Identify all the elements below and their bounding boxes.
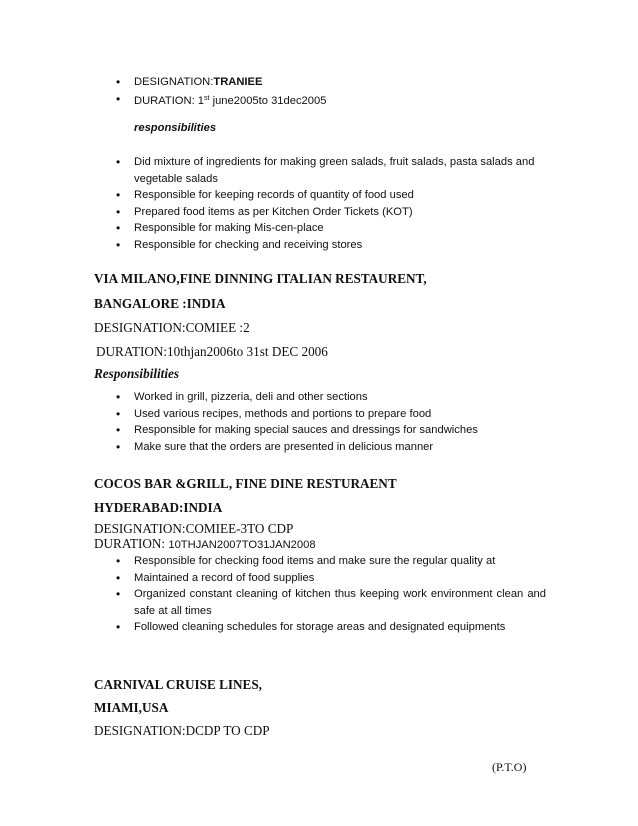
list-item: • Make sure that the orders are presented in delicious manner xyxy=(116,439,546,456)
via-milano-location: BANGALORE :INDIA xyxy=(94,296,226,311)
carnival-location: MIAMI,USA xyxy=(94,700,169,715)
trainee-duration xyxy=(116,91,556,110)
carnival-designation: DESIGNATION:DCDP TO CDP xyxy=(94,723,270,738)
carnival-title: CARNIVAL CRUISE LINES, xyxy=(94,677,262,692)
list-item: • Organized constant cleaning of kitchen thus keeping work environment clean and safe at all times xyxy=(116,586,546,619)
list-item: • Did mixture of ingredients for making green salads, fruit salads, pasta salads and vegetable salads xyxy=(116,154,546,187)
cocos-responsibilities-list xyxy=(116,553,546,636)
via-milano-resp-heading: Responsibilities xyxy=(94,366,179,381)
list-item: • Maintained a record of food supplies xyxy=(116,570,546,587)
list-item: • Responsible for keeping records of quantity of food used xyxy=(116,187,546,204)
via-milano-title: VIA MILANO,FINE DINNING ITALIAN RESTAURENT, xyxy=(94,271,427,286)
list-item: • Responsible for making Mis-cen-place xyxy=(116,220,546,237)
list-item: • Responsible for checking and receiving stores xyxy=(116,237,546,254)
via-milano-responsibilities-list xyxy=(116,389,546,455)
cocos-duration-label: DURATION: xyxy=(94,536,169,551)
cocos-location: HYDERABAD:INDIA xyxy=(94,500,223,515)
duration-superscript: st xyxy=(204,94,210,102)
cocos-duration xyxy=(94,536,316,552)
list-item: • Followed cleaning schedules for storage areas and designated equipments xyxy=(116,619,546,636)
cocos-duration-value: 10THJAN2007TO31JAN2008 xyxy=(168,539,316,551)
trainee-designation xyxy=(116,74,556,91)
list-item: • Responsible for checking food items and make sure the regular quality at xyxy=(116,553,546,570)
list-item: • Prepared food items as per Kitchen Order Tickets (KOT) xyxy=(116,204,546,221)
via-milano-designation: DESIGNATION:COMIEE :2 xyxy=(94,320,250,335)
cocos-title: COCOS BAR &GRILL, FINE DINE RESTURAENT xyxy=(94,476,397,491)
designation-label: DESIGNATION: xyxy=(134,76,214,88)
trainee-responsibilities-list xyxy=(116,154,546,254)
pto-label: (P.T.O) xyxy=(492,760,527,774)
list-item: • Used various recipes, methods and portions to prepare food xyxy=(116,406,546,423)
duration-label: DURATION: 1 xyxy=(134,94,205,107)
cocos-designation: DESIGNATION:COMIEE-3TO CDP xyxy=(94,521,294,536)
duration-rest: june2005to 31dec2005 xyxy=(209,94,327,107)
list-item: • Responsible for making special sauces and dressings for sandwiches xyxy=(116,422,546,439)
trainee-header-list xyxy=(116,74,556,109)
trainee-resp-heading: responsibilities xyxy=(134,122,217,134)
designation-value: TRANIEE xyxy=(213,76,263,88)
list-item: • Worked in grill, pizzeria, deli and other sections xyxy=(116,389,546,406)
via-milano-duration: DURATION:10thjan2006to 31st DEC 2006 xyxy=(96,344,328,359)
